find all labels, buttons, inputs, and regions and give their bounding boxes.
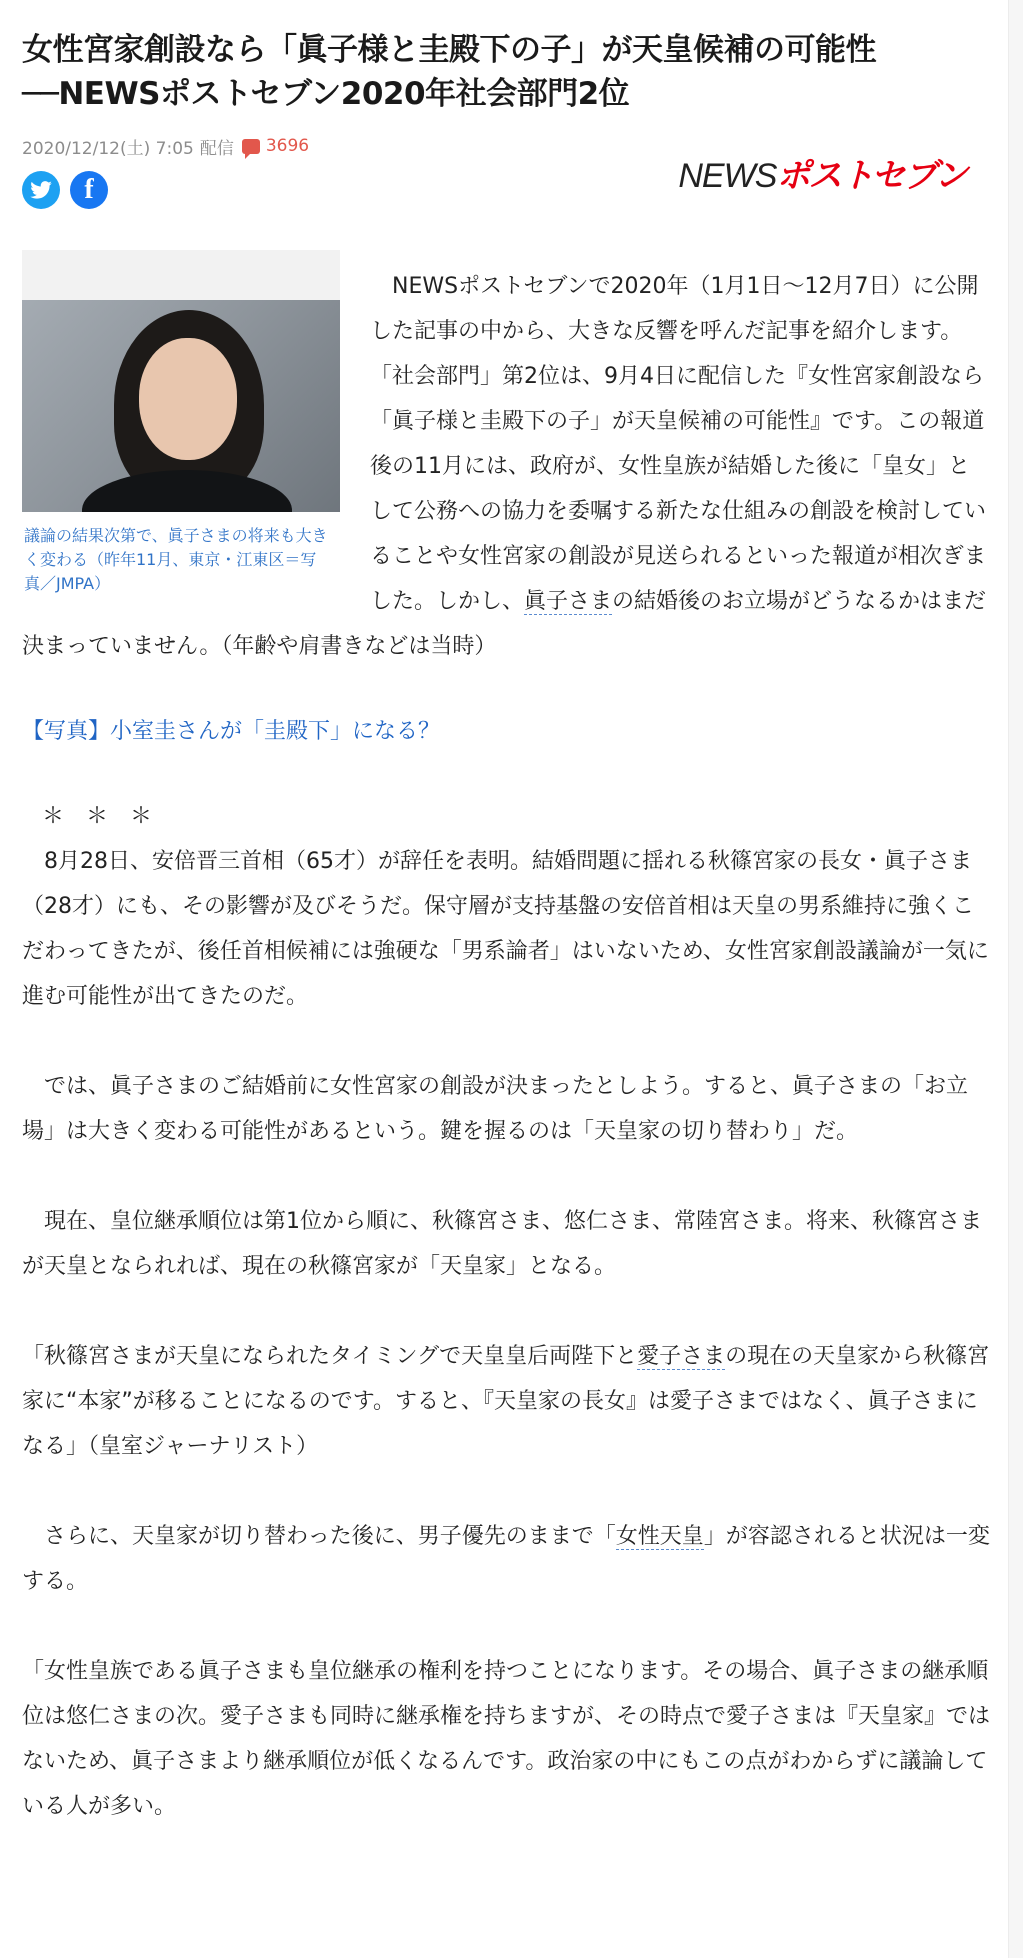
title-line-2: ──NEWSポストセブン2020年社会部門2位	[22, 76, 630, 112]
photo-body	[82, 470, 292, 512]
scrollbar-track[interactable]	[1008, 0, 1023, 1958]
twitter-icon	[30, 181, 52, 199]
paragraph-3: 現在、皇位継承順位は第1位から順に、秋篠宮さま、悠仁さま、常陸宮さま。将来、秋篠宮さまが天皇となられれば、現在の秋篠宮家が「天皇家」となる。	[22, 1209, 983, 1279]
section-divider: ＊＊＊	[42, 804, 175, 829]
twitter-share-button[interactable]	[22, 171, 60, 209]
paragraph-4	[22, 1334, 990, 1469]
title-line-1: 女性宮家創設なら「眞子様と圭殿下の子」が天皇候補の可能性	[22, 32, 876, 68]
photo-link-tag: 【写真】	[22, 719, 111, 744]
published-label: 配信	[199, 138, 234, 159]
article-title	[22, 28, 990, 116]
article-photo[interactable]	[22, 300, 340, 512]
p5-text-2: 」が容認されると状況は一変する。	[22, 1524, 990, 1594]
intro-text-2: の結婚後のお立場がどうなるかはまだ決まっていません。（年齢や肩書きなどは当時）	[22, 589, 987, 659]
logo-news-text: NEWS	[678, 157, 777, 195]
facebook-icon: f	[84, 174, 94, 205]
paragraph-6: 「女性皇族である眞子さまも皇位継承の権利を持つことになります。その場合、眞子さまの継承順位は悠仁さまの次。愛子さまも同時に継承権を持ちますが、その時点で愛子さまは『天皇家』ではないため、眞子さまより継承順位が低くなるんです。政治家の中にもこの点がわからずに議論している人が多い。	[22, 1659, 991, 1819]
article-container	[22, 0, 990, 1829]
article-body	[22, 212, 990, 1829]
intro-text-1: NEWSポストセブンで2020年（1月1日〜12月7日）に公開した記事の中から、大きな反響を呼んだ記事を紹介します。「社会部門」第2位は、9月4日に配信した『女性宮家創設なら「眞子様と圭殿下の子」が天皇候補の可能性』です。この報道後の11月には、政府が、女性皇族が結婚した後に「皇女」として公務への協力を委嘱する新たな仕組みの創設を検討していることや女性宮家の創設が見送られるといった報道が相次ぎました。しかし、	[370, 274, 987, 614]
paragraph-1: 8月28日、安倍晋三首相（65才）が辞任を表明。結婚問題に揺れる秋篠宮家の長女・眞子さま（28才）にも、その影響が及びそうだ。保守層が支持基盤の安倍首相は天皇の男系維持に強くこだわってきたが、後任首相候補には強硬な「男系論者」はいないため、女性宮家創設議論が一気に進む可能性が出てきたのだ。	[22, 849, 989, 1009]
comment-count-link[interactable]	[242, 136, 309, 156]
photo-gallery-link[interactable]	[22, 709, 990, 754]
news-post-seven-logo[interactable]	[678, 148, 966, 197]
article-figure	[22, 250, 340, 610]
p5-text-1: さらに、天皇家が切り替わった後に、男子優先のままで「	[22, 1524, 616, 1549]
keyword-link-aiko[interactable]: 愛子さま	[637, 1344, 726, 1369]
keyword-link-mako-1[interactable]: 眞子さま	[524, 589, 613, 614]
comment-count: 3696	[265, 136, 310, 156]
paragraph-2: では、眞子さまのご結婚前に女性宮家の創設が決まったとしよう。すると、眞子さまの「お立場」は大きく変わる可能性があるという。鍵を握るのは「天皇家の切り替わり」だ。	[22, 1074, 969, 1144]
logo-post-seven-text: ポストセブン	[776, 157, 966, 195]
facebook-share-button[interactable]	[70, 171, 108, 209]
photo-face	[139, 338, 237, 460]
publish-date: 2020/12/12(土) 7:05	[22, 138, 194, 159]
keyword-link-josei-tenno[interactable]: 女性天皇	[615, 1524, 704, 1549]
paragraph-5	[22, 1514, 990, 1604]
share-bar	[22, 157, 990, 212]
photo-link-text: 小室圭さんが「圭殿下」になる？	[110, 719, 441, 744]
p4-text-2: の現在の天皇家から秋篠宮家に“本家”が移ることになるのです。すると、『天皇家の長女』は愛子さまではなく、眞子さまになる」（皇室ジャーナリスト）	[22, 1344, 990, 1459]
p4-text-1: 「秋篠宮さまが天皇になられたタイミングで天皇皇后両陛下と	[22, 1344, 638, 1369]
photo-caption: 議論の結果次第で、眞子さまの将来も大きく変わる（昨年11月、東京・江東区＝写真／JMPA）	[22, 512, 340, 610]
comment-icon	[242, 139, 260, 154]
